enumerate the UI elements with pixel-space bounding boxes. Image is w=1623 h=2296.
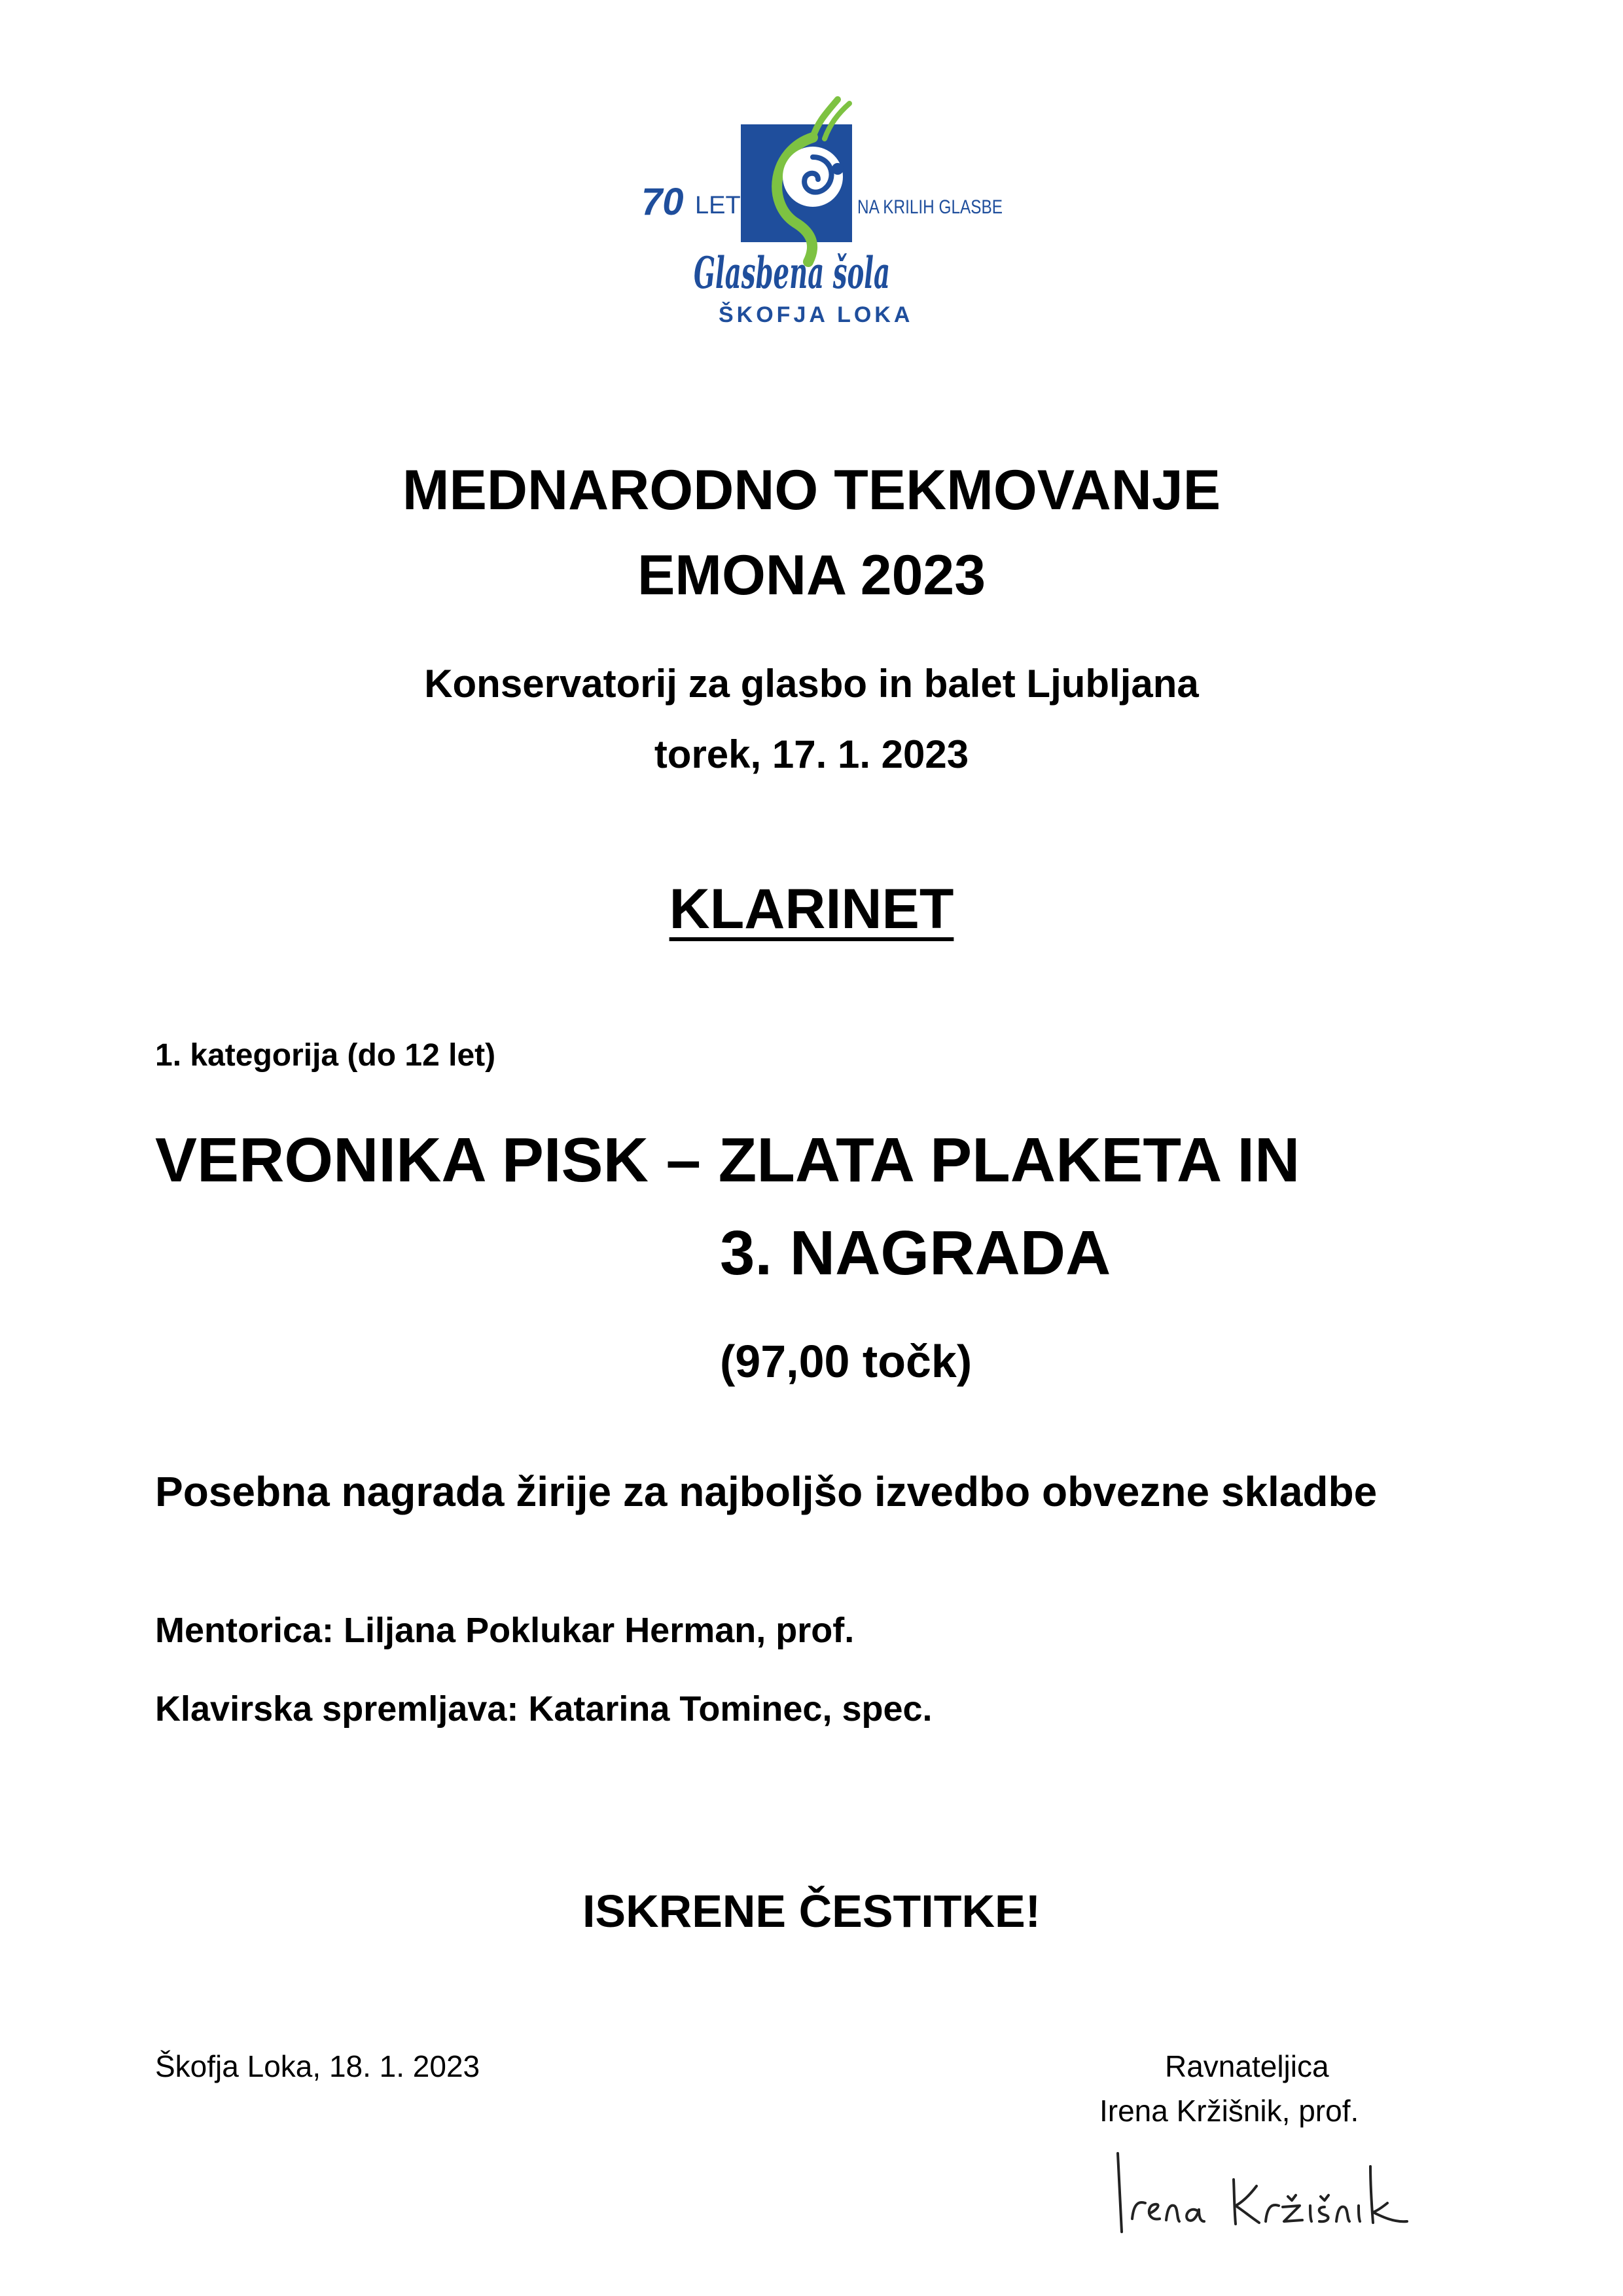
award-line-1: VERONIKA PISK – ZLATA PLAKETA IN (155, 1125, 1300, 1195)
score: (97,00 točk) (720, 1336, 972, 1387)
logo-slogan: NA KRILIH GLASBE (857, 196, 1003, 218)
accompaniment: Klavirska spremljava: Katarina Tominec, spec. (155, 1689, 933, 1729)
special-award: Posebna nagrada žirije za najboljšo izvedbo obvezne skladbe (155, 1468, 1378, 1515)
category: 1. kategorija (do 12 let) (155, 1038, 496, 1073)
signatory-name: Irena Kržišnik, prof. (1099, 2094, 1359, 2128)
school-logo (641, 92, 1008, 340)
mentor: Mentorica: Liljana Poklukar Herman, prof. (155, 1611, 855, 1650)
logo-anniversary-number: 70 (641, 181, 684, 223)
title-line-2: EMONA 2023 (637, 544, 986, 607)
event-date: torek, 17. 1. 2023 (654, 732, 969, 776)
logo-school-town: ŠKOFJA LOKA (719, 302, 914, 327)
instrument-heading (0, 877, 1623, 942)
instrument-heading-text: KLARINET (669, 878, 954, 941)
venue: Konservatorij za glasbo in balet Ljubljana (424, 662, 1199, 706)
congratulations: ISKRENE ČESTITKE! (582, 1886, 1041, 1937)
logo-anniversary-word: LET (695, 192, 741, 219)
signatory-role: Ravnateljica (1165, 2049, 1329, 2083)
title-line-1: MEDNARODNO TEKMOVANJE (402, 459, 1221, 522)
award-line-2: 3. NAGRADA (720, 1218, 1111, 1288)
signature (1106, 2140, 1414, 2238)
logo-school-name: Glasbena šola (694, 247, 890, 298)
place-date: Škofja Loka, 18. 1. 2023 (155, 2049, 480, 2083)
logo-bird-eye (832, 163, 844, 175)
